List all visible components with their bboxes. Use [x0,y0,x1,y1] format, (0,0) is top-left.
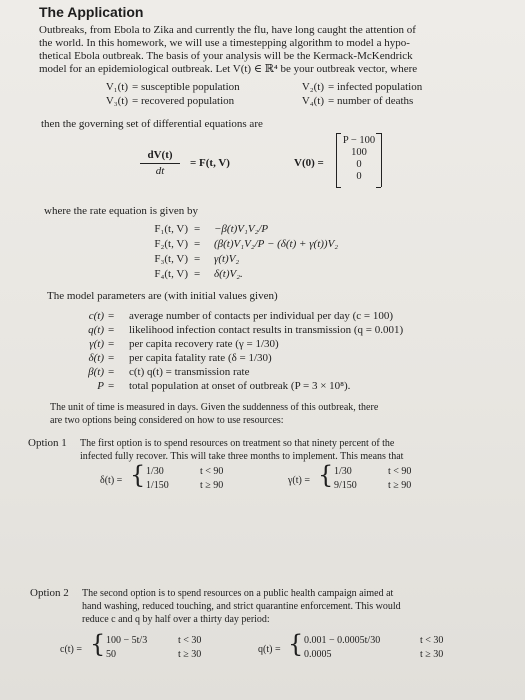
ode-rhs: = F(t, V) [190,157,230,169]
gamma-case-1-cond: t < 90 [388,466,412,477]
c-case-2-value: 50 [106,649,116,660]
initial-condition-label: V(0) = [294,157,324,169]
left-brace: { [288,630,304,658]
param-desc: total population at onset of outbreak (P = 3 × 10⁸). [129,380,351,392]
var-v4-symbol: V₄(t) [301,95,324,107]
q-case-1-cond: t < 30 [420,635,444,646]
rate-f3-rhs: γ(t)V₂ [214,253,240,265]
option-2-text-line-2: hand washing, reduced touching, and strict quarantine enforcement. This would [82,601,401,612]
delta-case-2-value: 1/150 [146,480,169,491]
ode-fraction-bar [140,163,180,164]
var-v2-symbol: V₂(t) [301,81,324,93]
q-case-2-cond: t ≥ 30 [420,649,444,660]
intro-line-1: Outbreaks, from Ebola to Zika and currently the flu, have long caught the attention of [39,24,416,36]
option-2-label: Option 2 [30,587,69,599]
param-symbol: q(t) [88,324,104,336]
param-symbol: γ(t) [89,338,104,350]
rate-f2-lhs: F₂(t, V) [154,238,188,250]
c-case-2-cond: t ≥ 30 [178,649,202,660]
param-desc: per capita recovery rate (γ = 1/30) [129,338,279,350]
rate-f4-lhs: F₄(t, V) [154,268,188,280]
param-symbol: β(t) [88,366,104,378]
section-title: The Application [39,4,144,20]
initial-vector [336,133,382,187]
intro-line-2: the world. In this homework, we will use a timestepping algorithm to model a hypo- [39,37,410,49]
rate-f4-rhs: δ(t)V₂. [214,268,243,280]
var-v1-desc: susceptible population [140,81,240,93]
option-2-text-line-1: The second option is to spend resources on a public health campaign aimed at [82,588,394,599]
ode-lhs-denominator: dt [155,165,165,177]
params-text: The model parameters are (with initial values given) [47,290,278,302]
intro-line-4: model for an epidemiological outbreak. Let V(t) ∈ ℝ⁴ be your outbreak vector, where [39,63,418,75]
c-case-1-value: 100 − 5t/3 [106,635,148,646]
q-case-1-value: 0.001 − 0.0005t/30 [304,635,381,646]
var-v4-desc: number of deaths [336,95,414,107]
q-case-2-value: 0.0005 [304,649,332,660]
param-desc: c(t) q(t) = transmission rate [129,366,250,378]
param-symbol: δ(t) [88,352,104,364]
var-v2-desc: infected population [336,81,423,93]
rate-f2-rhs: (β(t)V₁V₂/P − (δ(t) + γ(t))V₂ [214,238,339,250]
delta-case-1-cond: t < 90 [200,466,224,477]
init-vector-entry: P − 100 [342,135,376,146]
bracket-tick [336,133,341,134]
bracket-tick [376,133,381,134]
option-1-label: Option 1 [28,437,67,449]
option-2-text-line-3: reduce c and q by half over a thirty day period: [82,614,270,625]
intro-line-3: thetical Ebola outbreak. The basis of your analysis will be the Kermack-McKendrick [39,50,413,62]
time-text-line-1: The unit of time is measured in days. Given the suddenness of this outbreak, there [50,402,379,413]
left-brace: { [90,630,106,658]
param-desc: average number of contacts per individual per day (c = 100) [129,310,393,322]
gamma-lhs: γ(t) = [288,475,310,486]
ode-lhs-numerator: dV(t) [147,149,173,161]
param-desc: per capita fatality rate (δ = 1/30) [129,352,272,364]
governing-text: then the governing set of differential equations are [41,118,263,130]
option-1-text-line-2: infected fully recover. This will take three months to implement. This means that [80,451,404,462]
init-vector-entry: 0 [356,159,362,170]
param-symbol: P [97,380,104,392]
gamma-case-2-value: 9/150 [334,480,357,491]
init-vector-entry: 0 [356,171,362,182]
rate-f1-lhs: F₁(t, V) [154,223,188,235]
var-v3-symbol: V₃(t) [105,95,128,107]
gamma-case-1-value: 1/30 [334,466,352,477]
delta-case-1-value: 1/30 [146,466,164,477]
left-brace: { [130,461,146,489]
rate-f3-lhs: F₃(t, V) [154,253,188,265]
q-lhs: q(t) = [258,644,281,655]
delta-lhs: δ(t) = [100,475,123,486]
var-v3-desc: recovered population [140,95,235,107]
gamma-case-2-cond: t ≥ 90 [388,480,412,491]
param-symbol: c(t) [88,310,104,322]
c-case-1-cond: t < 30 [178,635,202,646]
init-vector-entry: 100 [351,147,367,158]
rate-f1-rhs: −β(t)V₁V₂/P [214,223,269,235]
c-lhs: c(t) = [60,644,83,655]
document-page: The Application Outbreaks, from Ebola to Zika and currently the flu, have long caught the attention of the world. In this homework, we will use a timestepping algorithm to model a hypo- thetical Ebola outbreak. The basis of your analysis will be the Kermack-McKendrick model for an epidemiological outbreak. Let V(t) ∈ ℝ⁴ be your outbreak vector, where V₁(t) = susceptible population V₂(t) = infected population V₃(t) = recovered population V₄(t) = number of deaths then the governing set of differential equations are dV(t) dt = F(t, V) V(0) = P − 100 100 0 0 where the rate equation is given by F₁(t, V) = −β(t)V₁V₂/P F₂(t, V) = (β(t)V₁V₂/P − (δ(t) + γ(t))V₂ F₃(t, V) = γ(t)V₂ F₄(t, V) = δ(t)V₂. The model parameters are (with initial values given) c(t) = average number of contacts per individual per day (c = 100) q(t) = likelihood infection contact results in transmission (q = 0.001) γ(t) = per capita recovery rate (γ = 1/30) δ(t) = per capita fatality rate (δ = 1/30) β(t) = c(t) q(t) = transmission rate P = total population at onset of outbreak (P = 3 × 10⁸). The unit of time is measured in days. Given the suddenness of this outbreak, there are two options being considered on how to use resources: Option 1 The first option is to spend resources on treatment so that ninety percent of the infected fully recover. This will take three months to implement. This means that δ(t) = { 1/30 t < 90 1/150 t ≥ 90 γ(t) = { 1/30 t < 90 9/150 t ≥ 90 Option 2 The second option is to spend resources on a public health campaign aimed at hand washing, reduced touching, and strict quarantine enforcement. This would reduce c and q by half over a thirty day period: c(t) = { 100 − 5t/3 t < 30 50 t ≥ 30 q(t) = { 0.001 − 0.0005t/30 t < 30 0.0005 t ≥ 30 [0,0,525,700]
var-v1-symbol: V₁(t) [105,81,128,93]
bracket-tick [336,187,341,188]
bracket-tick [376,187,381,188]
delta-case-2-cond: t ≥ 90 [200,480,224,491]
time-text-line-2: are two options being considered on how to use resources: [50,415,284,426]
rate-text: where the rate equation is given by [44,205,198,217]
option-1-text-line-1: The first option is to spend resources on treatment so that ninety percent of the [80,438,395,449]
param-desc: likelihood infection contact results in transmission (q = 0.001) [129,324,404,336]
left-brace: { [318,461,334,489]
